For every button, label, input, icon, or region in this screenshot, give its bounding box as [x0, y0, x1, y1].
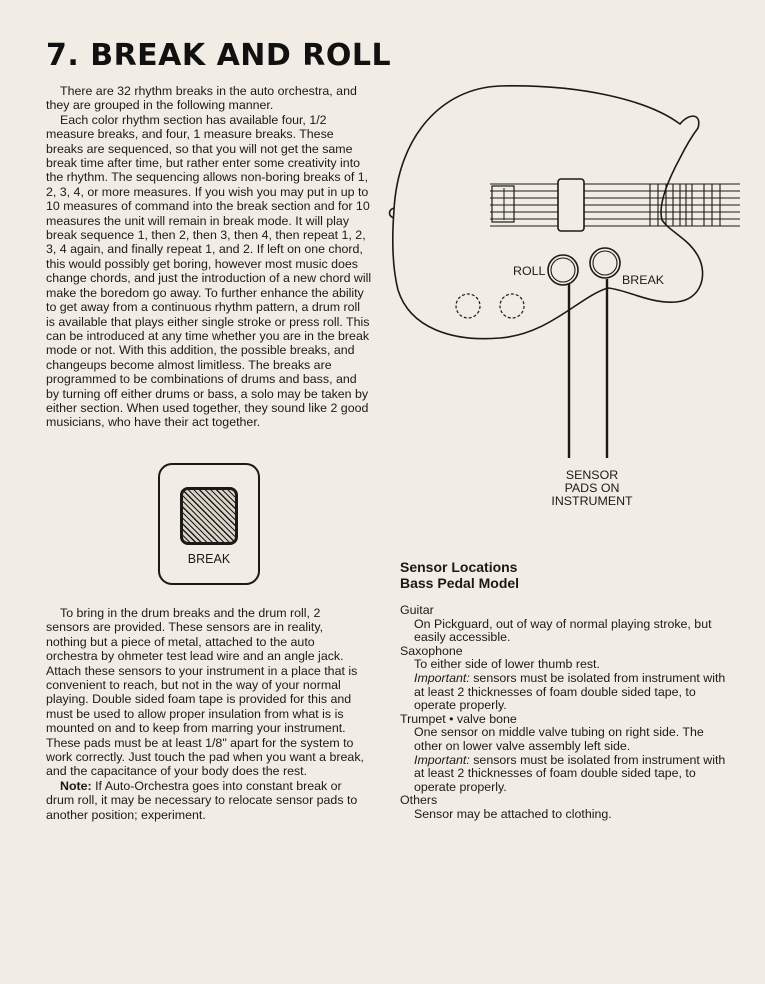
pickup-icon: [558, 179, 584, 231]
break-button-label: BREAK: [187, 552, 231, 566]
location-saxophone: [400, 645, 730, 713]
location-guitar: [400, 604, 730, 645]
break-button-illustration: [158, 463, 260, 585]
important-label: Important:: [414, 670, 470, 685]
important-label: Important:: [414, 752, 470, 767]
sensors-text: [46, 606, 366, 822]
roll-sensor-inner: [551, 258, 575, 282]
important-text: sensors must be isolated from instrument with at least 2 thicknesses of foam double sided tape, to operate properly.: [414, 752, 726, 794]
sensor-label-line-3: INSTRUMENT: [551, 494, 633, 508]
instrument-desc: To either side of lower thumb rest.: [414, 657, 600, 672]
volume-knob-icon: [456, 294, 480, 318]
break-sensor-pad-icon: [590, 248, 620, 278]
roll-sensor-pad-icon: [548, 255, 578, 285]
sensors-paragraph: To bring in the drum breaks and the drum roll, 2 sensors are provided. These sensors are in reality, nothing but a piece of metal, attached to the auto orchestra by ohmeter test lead wire and an angle jack. Attach these sensors to your instrument in a place that is convenient to reach, but not in the way of your normal playing. Double sided foam tape is provided for this and must be used to allow proper insulation from what is is mounted on and to keep from marring your instrument. These pads must be at least 1/8" apart for the system to work correctly. Just touch the pad when you want a break, and the capacitance of your body does the rest.: [46, 606, 364, 779]
break-sensor-inner: [593, 251, 617, 275]
intro-paragraph-1: There are 32 rhythm breaks in the auto orchestra, and they are grouped in the following manner.: [46, 84, 357, 113]
note-label: Note:: [60, 778, 92, 793]
break-pad-icon: [180, 487, 238, 545]
sensor-label-line-1: SENSOR: [565, 468, 619, 482]
location-trumpet: [400, 713, 730, 795]
important-text: sensors must be isolated from instrument with at least 2 thicknesses of foam double sided tape, to operate properly.: [414, 670, 726, 713]
tone-knob-icon: [500, 294, 524, 318]
roll-label: ROLL: [513, 264, 546, 278]
instrument-name: Others: [400, 793, 438, 808]
intro-text: [46, 84, 372, 430]
intro-paragraph-2: Each color rhythm section has available four, 1/2 measure breaks, and four, 1 measure breaks. These breaks are sequenced, so that you will not get the same break time after time, but rather enter some creativity into the rhythm. The sequencing allows non-boring breaks of 1, 2, 3, 4, or more measures. If you wish you may put in up to 10 measures of command into the break section and for 10 measures the unit will remain in break mode. It will play break sequence 1, then 2, then 3, then 4, then repeat 1, 2, 3, 4 again, and finally repeat 1, and 2. If left on one chord, this would possibly get boring, however most music does change chords, and just the introduction of a new chord will make the boredom go away. To further enhance the ability to get away from a continuous rhythm pattern, a drum roll is available that plays either single stroke or press roll. This can be introduced at any time whether you are in the break mode or not. With this addition, the possible breaks, and changeups become almost limitless. The breaks are programmed to be combinations of drums and bass, and by turning off either drums or bass, a solo may be taken by either section. When used together, they sound like 2 good musicians, who have their act together.: [46, 112, 372, 430]
instrument-name: Trumpet • valve bone: [400, 711, 517, 726]
instrument-desc: Sensor may be attached to clothing.: [414, 806, 612, 821]
sensor-pads-label: [548, 469, 636, 508]
instrument-name: Guitar: [400, 603, 434, 617]
important-note: [400, 754, 730, 795]
note-paragraph: [46, 779, 366, 822]
instrument-name: Saxophone: [400, 643, 463, 658]
fretboard: [490, 184, 740, 226]
important-note: [400, 672, 730, 713]
page-title: 7. BREAK AND ROLL: [46, 38, 392, 73]
break-label: BREAK: [622, 273, 665, 287]
sensor-locations-title: [400, 559, 519, 591]
guitar-diagram: [380, 76, 740, 516]
instrument-desc: One sensor on middle valve tubing on right side. The other on lower valve assembly left side.: [414, 725, 704, 753]
sensor-locations-list: [400, 604, 730, 822]
locations-title-line-2: Bass Pedal Model: [400, 575, 520, 591]
instrument-desc: On Pickguard, out of way of normal playing stroke, but easily accessible.: [414, 616, 712, 645]
locations-title-line-1: Sensor Locations: [400, 559, 518, 575]
sensor-label-line-2: PADS ON: [564, 481, 620, 495]
location-others: [400, 794, 730, 821]
note-text: If Auto-Orchestra goes into constant break or drum roll, it may be necessary to relocate sensor pads to another position; experiment.: [46, 778, 358, 822]
